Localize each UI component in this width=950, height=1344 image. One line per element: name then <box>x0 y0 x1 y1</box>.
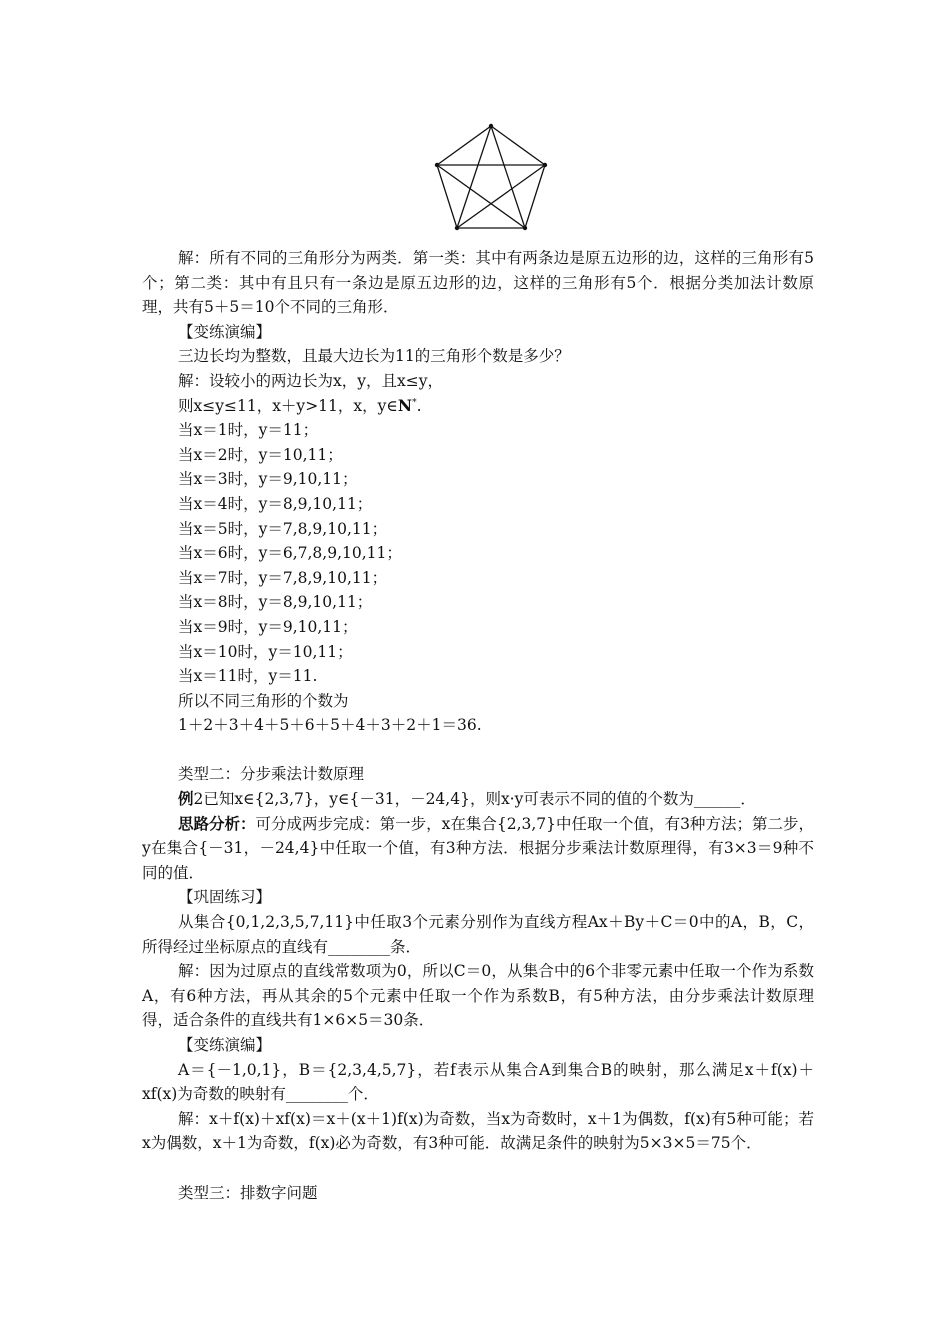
vertex-dot <box>435 163 439 167</box>
case-line: 当x＝8时，y＝8,9,10,11； <box>178 593 373 612</box>
document-body <box>142 246 814 1205</box>
case-line: 当x＝7时，y＝7,8,9,10,11； <box>178 568 388 587</box>
variant-question: 三边长均为整数，且最大边长为11的三角形个数是多少？ <box>178 347 570 366</box>
case-line: 当x＝4时，y＝8,9,10,11； <box>178 494 373 513</box>
case-line: 当x＝9时，y＝9,10,11； <box>178 617 358 636</box>
solution-line: 解：设较小的两边长为x，y，且x≤y， <box>178 371 443 390</box>
diagonal-line <box>457 126 491 228</box>
variant-header: 【变练演编】 <box>178 322 272 341</box>
diagonal-line <box>437 165 525 228</box>
spacer <box>142 1156 814 1181</box>
diagonal-line <box>457 165 545 228</box>
solution-line: 则x≤y≤11，x＋y>11，x，y∈N*. <box>178 395 422 415</box>
variant-header: 【变练演编】 <box>178 1036 272 1054</box>
conclusion-line: 所以不同三角形的个数为 <box>178 691 349 710</box>
pentagram-figure <box>428 118 554 234</box>
diagonal-line <box>491 126 525 228</box>
variant-solution: 解：x＋f(x)＋xf(x)＝x＋(x＋1)f(x)为奇数，当x为奇数时，x＋1为偶数，f(x)有5种可能；若x为偶数，x＋1为奇数，f(x)必为奇数，有3种可能．故满足条件的映射为5×3×5＝75个． <box>142 1109 814 1153</box>
case-line: 当x＝11时，y＝11. <box>178 667 318 686</box>
vertex-dot <box>489 124 493 128</box>
example-2: 例2已知x∈{2,3,7}，y∈{－31，－24,4}，则x·y可表示不同的值的个数为______． <box>178 789 756 809</box>
case-line: 当x＝6时，y＝6,7,8,9,10,11； <box>178 544 402 563</box>
vertex-dot <box>455 226 459 230</box>
sum-line: 1＋2＋3＋4＋5＋6＋5＋4＋3＋2＋1＝36. <box>178 716 482 735</box>
case-line: 当x＝5时，y＝7,8,9,10,11； <box>178 519 388 538</box>
section-title-type2: 类型二：分步乘法计数原理 <box>178 765 365 784</box>
practice-header: 【巩固练习】 <box>178 888 272 907</box>
practice-solution: 解：因为过原点的直线常数项为0，所以C＝0，从集合中的6个非零元素中任取一个作为系数A，有6种方法，再从其余的5个元素中任取一个作为系数B，有5种方法，由分步乘法计数原理得，适合条件的直线共有1×6×5＝30条． <box>142 962 814 1030</box>
analysis-paragraph: 思路分析：可分成两步完成：第一步，x在集合{2,3,7}中任取一个值，有3种方法；第二步，y在集合{－31，－24,4}中任取一个值，有3种方法．根据分步乘法计数原理得，有3×3＝9种不同的值． <box>142 813 814 882</box>
variant-question: A＝{－1,0,1}，B＝{2,3,4,5,7}，若f表示从集合A到集合B的映射，那么满足x＋f(x)＋xf(x)为奇数的映射有________个． <box>142 1060 814 1104</box>
spacer <box>142 738 814 763</box>
case-line: 当x＝3时，y＝9,10,11； <box>178 470 358 489</box>
section-title-type3: 类型三：排数字问题 <box>178 1183 318 1202</box>
case-line: 当x＝1时，y＝11； <box>178 421 319 440</box>
vertex-dot <box>523 226 527 230</box>
practice-question: 从集合{0,1,2,3,5,7,11}中任取3个元素分别作为直线方程Ax＋By＋C＝0中的A，B，C，所得经过坐标原点的直线有________条． <box>142 913 814 956</box>
case-line: 当x＝2时，y＝10,11； <box>178 445 343 464</box>
case-line: 当x＝10时，y＝10,11； <box>178 642 353 661</box>
solution-paragraph: 解：所有不同的三角形分为两类．第一类：其中有两条边是原五边形的边，这样的三角形有5个；第二类：其中有且只有一条边是原五边形的边，这样的三角形有5个．根据分类加法计数原理，共有5＋5＝10个不同的三角形． <box>142 249 814 317</box>
vertex-dot <box>543 163 547 167</box>
